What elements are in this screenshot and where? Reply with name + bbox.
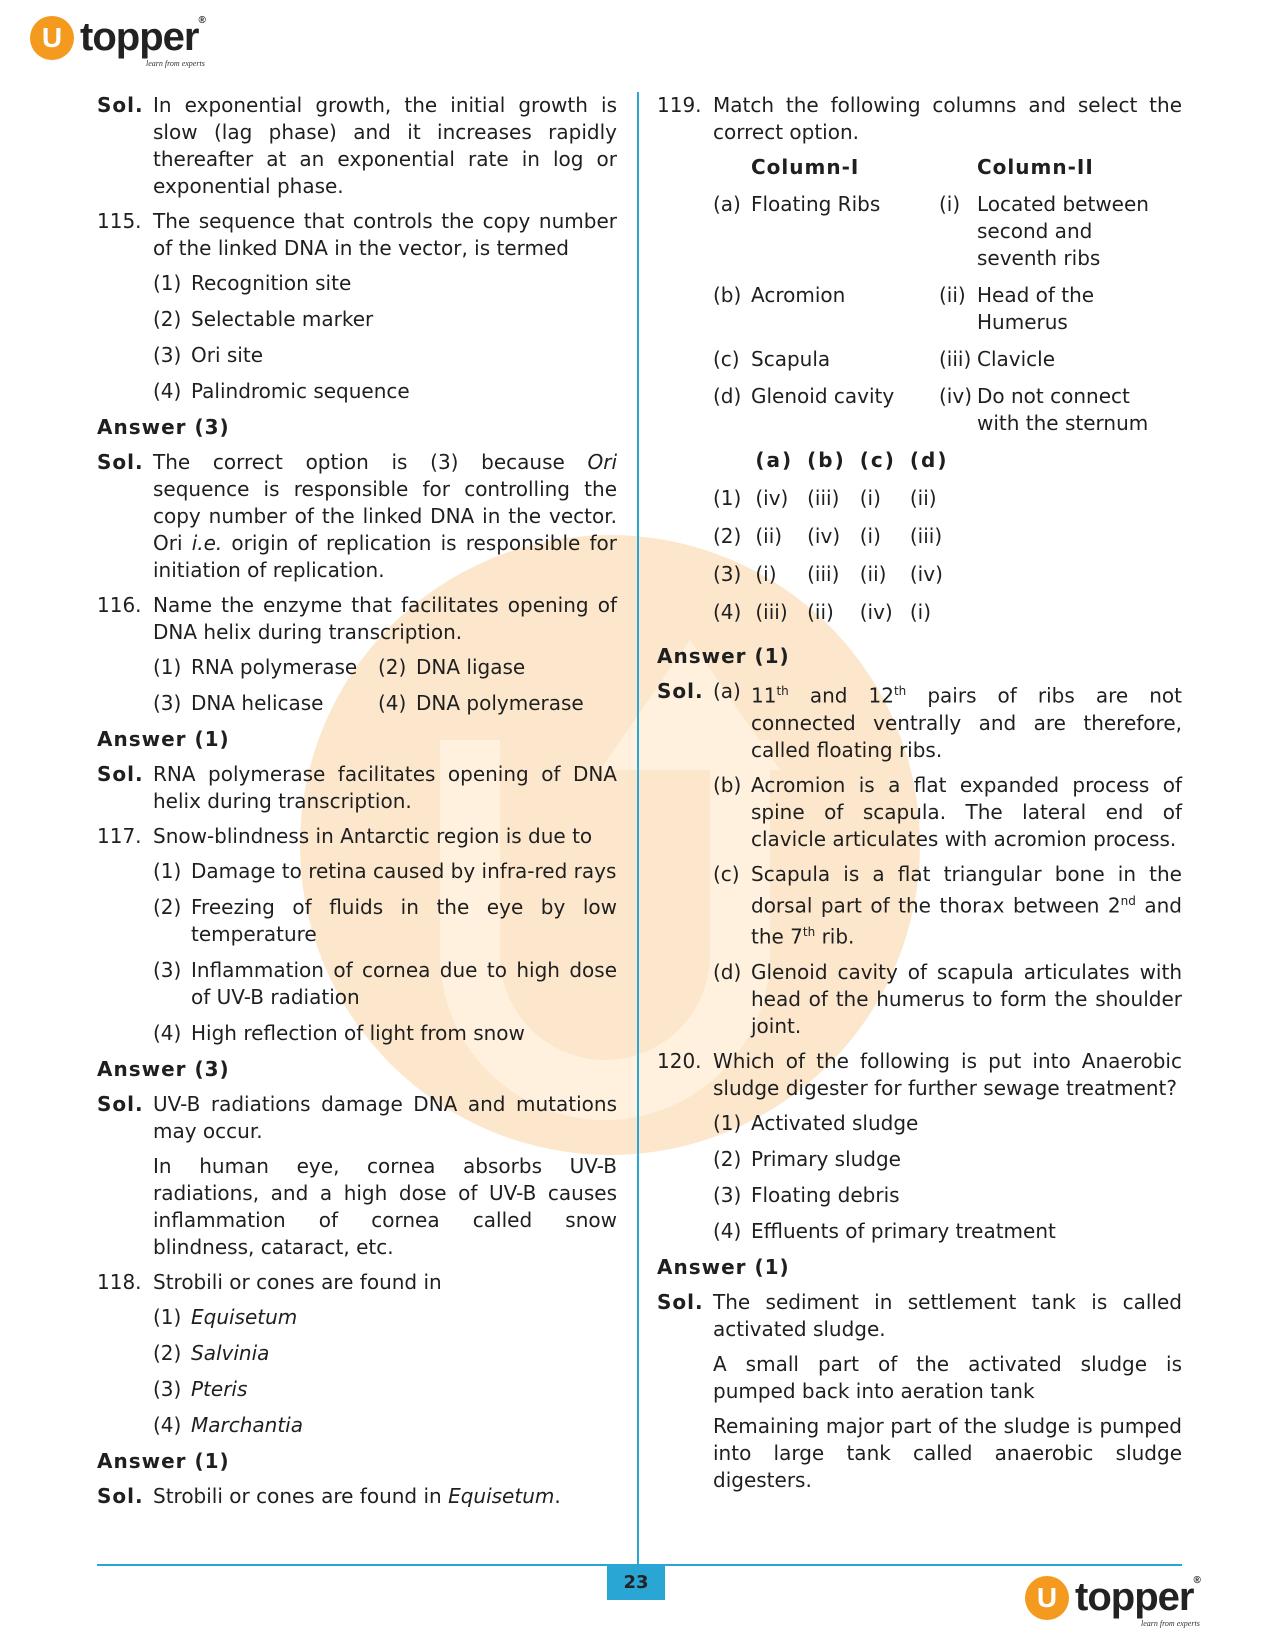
option: (2) Selectable marker [153,307,374,331]
logo-tagline: learn from experts [146,59,205,68]
grid-row: (3) (i) (iii) (ii) (iv) [713,562,943,586]
question-119: 119. Match the following columns and select the correct option. [657,93,1182,144]
solution-117-para: In human eye, cornea absorbs UV-B radiations, and a high dose of UV-B causes inflammation of cornea called snow blindness, cataract, etc. [153,1154,617,1259]
option: (1) Activated sludge [713,1110,919,1135]
match-row: (b) Acromion (ii) Head of the Humerus [713,283,1095,334]
solution-118: Sol. Strobili or cones are found in Equisetum. [97,1484,561,1508]
option: (2) Salvinia [153,1341,270,1365]
question-115: 115. The sequence that controls the copy number of the linked DNA in the vector, is termed [97,209,617,260]
solution-117: Sol. UV-B radiations damage DNA and mutations may occur. [97,1092,617,1143]
answer-grid [713,447,962,637]
logo-wordmark: topper® [80,15,205,59]
solution-120-para: Remaining major part of the sludge is pumped into large tank called anaerobic sludge digesters. [713,1413,1182,1492]
solution-119-b: (b) Acromion is a flat expanded process of spine of scapula. The lateral end of clavicle articulates with acromion process. [713,772,1182,851]
answer-119: Answer (1) [657,644,790,668]
logo-tagline: learn from experts [1141,1619,1200,1628]
answer-118: Answer (1) [97,1449,230,1473]
grid-row: (1) (iv) (iii) (i) (ii) [713,486,937,510]
answer-117: Answer (3) [97,1057,230,1081]
question-118: 118. Strobili or cones are found in [97,1270,442,1294]
logo-badge-icon: U [30,16,74,60]
match-row: (a) Floating Ribs (i) Located between second and seventh ribs [713,192,1149,270]
option: (4) Effluents of primary treatment [713,1218,1056,1243]
grid-row: (2) (ii) (iv) (i) (iii) [713,524,943,548]
option: (1) Equisetum [153,1305,298,1329]
match-row: (c) Scapula (iii) Clavicle [713,347,1056,371]
solution-115: Sol. The correct option is (3) because Ori sequence is responsible for controlling the copy number of the linked DNA in the vector. Ori i.e. origin of replication is responsible for initiation of replication. [97,450,618,582]
header-logo [30,15,205,68]
solution-119-c: (c) Scapula is a flat triangular bone in the dorsal part of the thorax between 2nd and the 7th rib. [713,861,1182,949]
solution-119-a: Sol. (a) 11th and 12th pairs of ribs are not connected ventrally and are therefore, called floating ribs. [657,679,1182,762]
option: (3) Floating debris [713,1182,900,1207]
question-117: 117. Snow-blindness in Antarctic region is due to [97,824,593,848]
answer-116: Answer (1) [97,727,230,751]
match-table [713,154,1167,447]
option: (1) Damage to retina caused by infra-red rays [153,859,617,883]
option: (1) Recognition site [153,271,352,295]
match-row: (d) Glenoid cavity (iv) Do not connect with the sternum [713,384,1149,435]
option: (3) Pteris [153,1377,248,1401]
option: (4) High reflection of light from snow [153,1021,525,1045]
solution-120-para: A small part of the activated sludge is pumped back into aeration tank [713,1351,1182,1403]
solution-116: Sol. RNA polymerase facilitates opening of DNA helix during transcription. [97,762,617,813]
answer-120: Answer (1) [657,1254,790,1279]
column-divider [637,92,639,1572]
option: (4) Palindromic sequence [153,379,410,403]
answer-115: Answer (3) [97,415,230,439]
solution-119-d: (d) Glenoid cavity of scapula articulates with head of the humerus to form the shoulder joint. [713,959,1182,1038]
right-column [657,92,1182,1502]
left-column [97,92,617,1518]
page-number: 23 [607,1564,665,1600]
option: (3) Inflammation of cornea due to high dose of UV-B radiation [153,958,617,1009]
question-120: 120. Which of the following is put into Anaerobic sludge digester for further sewage treatment? [657,1048,1182,1100]
logo-badge-icon: U [1025,1576,1069,1620]
solution-120: Sol. The sediment in settlement tank is called activated sludge. [657,1289,1182,1341]
solution-114: Sol. In exponential growth, the initial growth is slow (lag phase) and it increases rapidly thereafter at an exponential rate in log or exponential phase. [97,93,617,198]
option: (3) Ori site [153,343,264,367]
grid-header: (a) (b) (c) (d) [755,448,949,472]
grid-row: (4) (iii) (ii) (iv) (i) [713,600,932,624]
question-116: 116. Name the enzyme that facilitates opening of DNA helix during transcription. [97,593,617,644]
option: (4) Marchantia [153,1413,303,1437]
option: (2) Freezing of fluids in the eye by low temperature [153,895,617,946]
option-row: (3) DNA helicase (4) DNA polymerase [153,691,584,715]
option: (2) Primary sludge [713,1146,901,1171]
footer-logo [1025,1575,1200,1628]
logo-wordmark: topper® [1075,1575,1200,1619]
match-header: Column-I Column-II [751,155,1094,179]
option-row: (1) RNA polymerase (2) DNA ligase [153,655,526,679]
